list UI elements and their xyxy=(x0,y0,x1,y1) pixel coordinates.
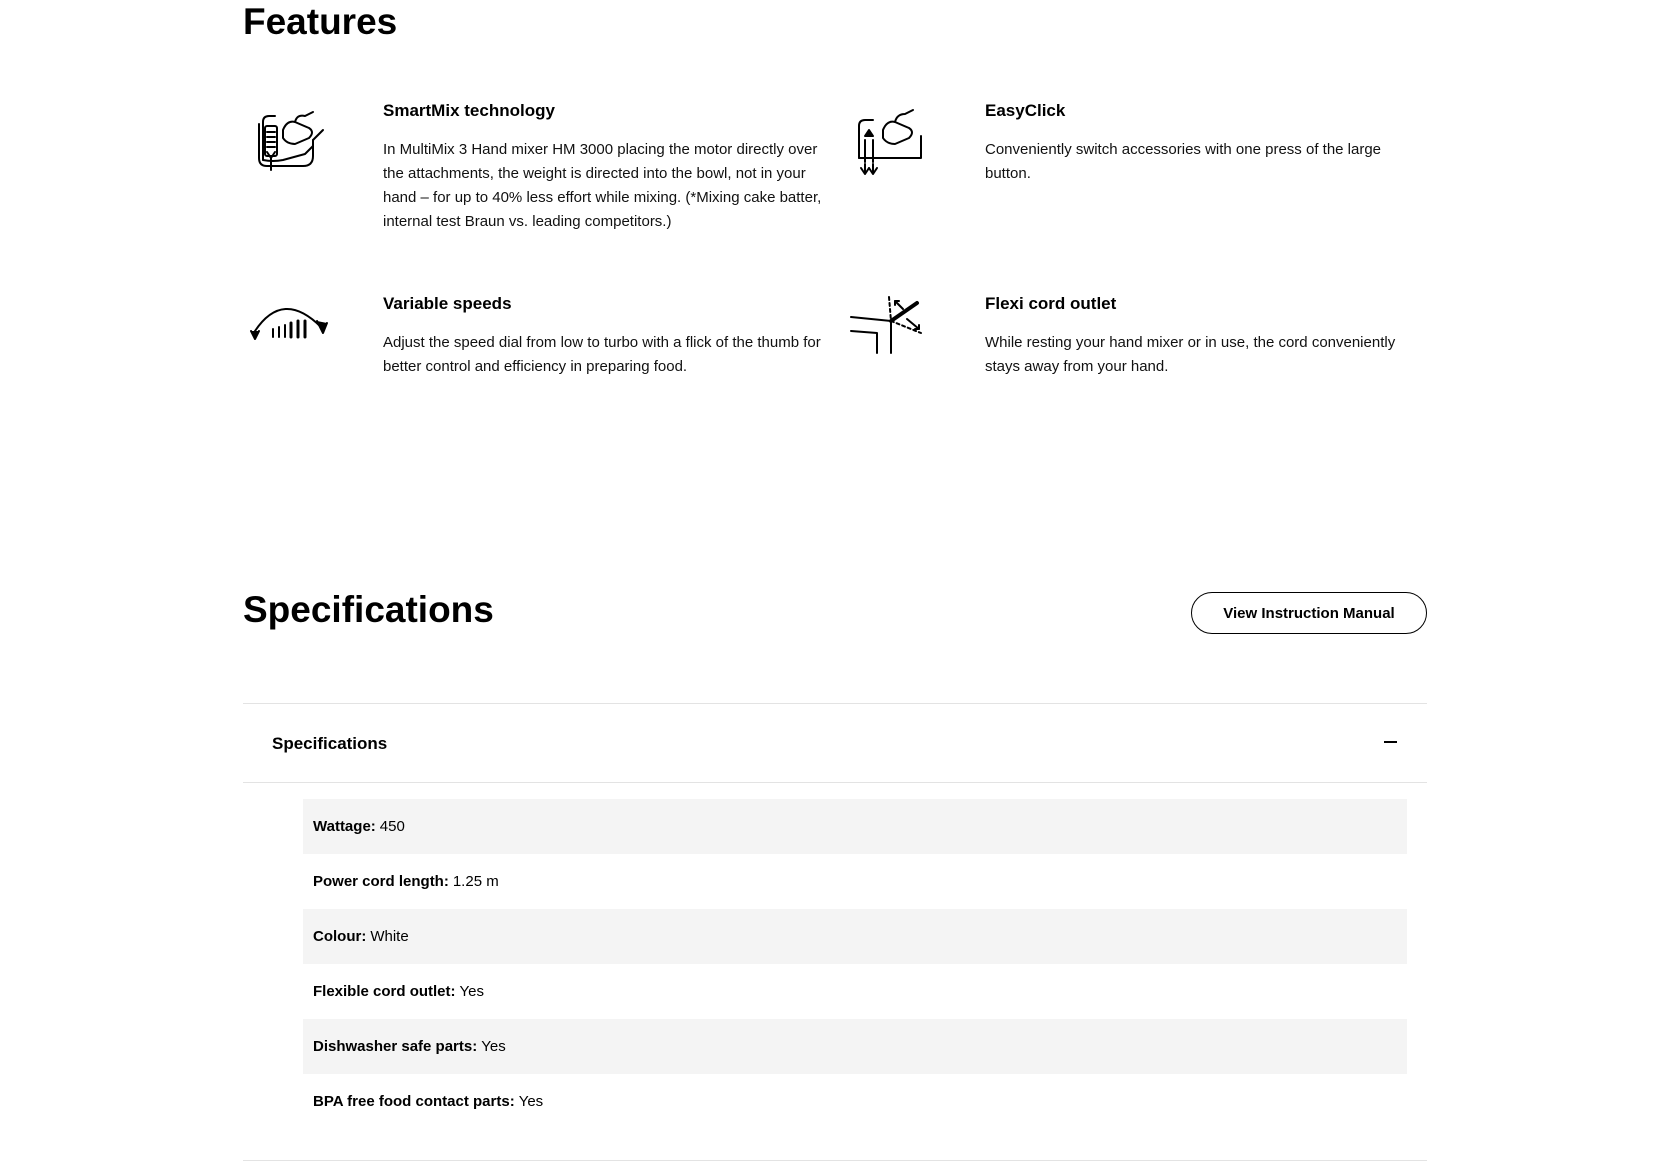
feature-title: Variable speeds xyxy=(383,294,512,313)
collapse-minus-icon[interactable] xyxy=(1384,741,1397,743)
specifications-accordion xyxy=(243,703,1427,783)
feature-description: Adjust the speed dial from low to turbo with a flick of the thumb for better control and efficiency in preparing food. xyxy=(383,334,821,375)
spec-label: Flexible cord outlet: xyxy=(313,982,456,1000)
spec-value: Yes xyxy=(459,982,484,1000)
spec-label: BPA free food contact parts: xyxy=(313,1092,515,1110)
spec-value: White xyxy=(370,927,409,945)
smartmix-icon xyxy=(243,100,331,180)
spec-row-dishwasher-safe-parts xyxy=(303,1019,1407,1074)
spec-row-power-cord-length xyxy=(303,854,1407,909)
spec-row-bpa-free xyxy=(303,1074,1407,1129)
feature-description: Conveniently switch accessories with one press of the large button. xyxy=(985,141,1382,182)
spec-value: 1.25 m xyxy=(452,872,499,890)
cord-outlet-icon xyxy=(845,293,933,373)
features-title: Features xyxy=(243,1,398,42)
feature-title: Flexi cord outlet xyxy=(985,294,1117,313)
spec-value: 450 xyxy=(379,817,405,835)
easyclick-icon xyxy=(845,100,933,180)
feature-description: While resting your hand mixer or in use, the cord conveniently stays away from your hand. xyxy=(985,334,1396,375)
bottom-divider xyxy=(243,1160,1427,1161)
spec-row-wattage xyxy=(303,799,1407,854)
view-instruction-manual-button[interactable]: View Instruction Manual xyxy=(1191,592,1427,634)
accordion-label: Specifications xyxy=(272,734,388,753)
spec-row-flexible-cord-outlet xyxy=(303,964,1407,1019)
spec-value: Yes xyxy=(481,1037,506,1055)
spec-label: Colour: xyxy=(313,927,367,945)
specifications-title: Specifications xyxy=(243,589,494,630)
feature-title: SmartMix technology xyxy=(383,101,555,120)
spec-label: Power cord length: xyxy=(313,872,449,890)
speed-dial-icon xyxy=(243,293,331,373)
spec-value: Yes xyxy=(518,1092,544,1110)
specifications-accordion-header[interactable] xyxy=(243,704,1427,783)
feature-description: In MultiMix 3 Hand mixer HM 3000 placing the motor directly over the attachments, the weight is directed into the bowl, not in your hand – for up to 40% less effort while mixing. (*Mixing cake batter, internal test Braun vs. leading competitors.) xyxy=(383,141,822,230)
spec-row-colour xyxy=(303,909,1407,964)
feature-title: EasyClick xyxy=(985,101,1066,120)
spec-label: Wattage: xyxy=(313,817,376,835)
spec-label: Dishwasher safe parts: xyxy=(313,1037,478,1055)
spec-list xyxy=(303,799,1407,1129)
